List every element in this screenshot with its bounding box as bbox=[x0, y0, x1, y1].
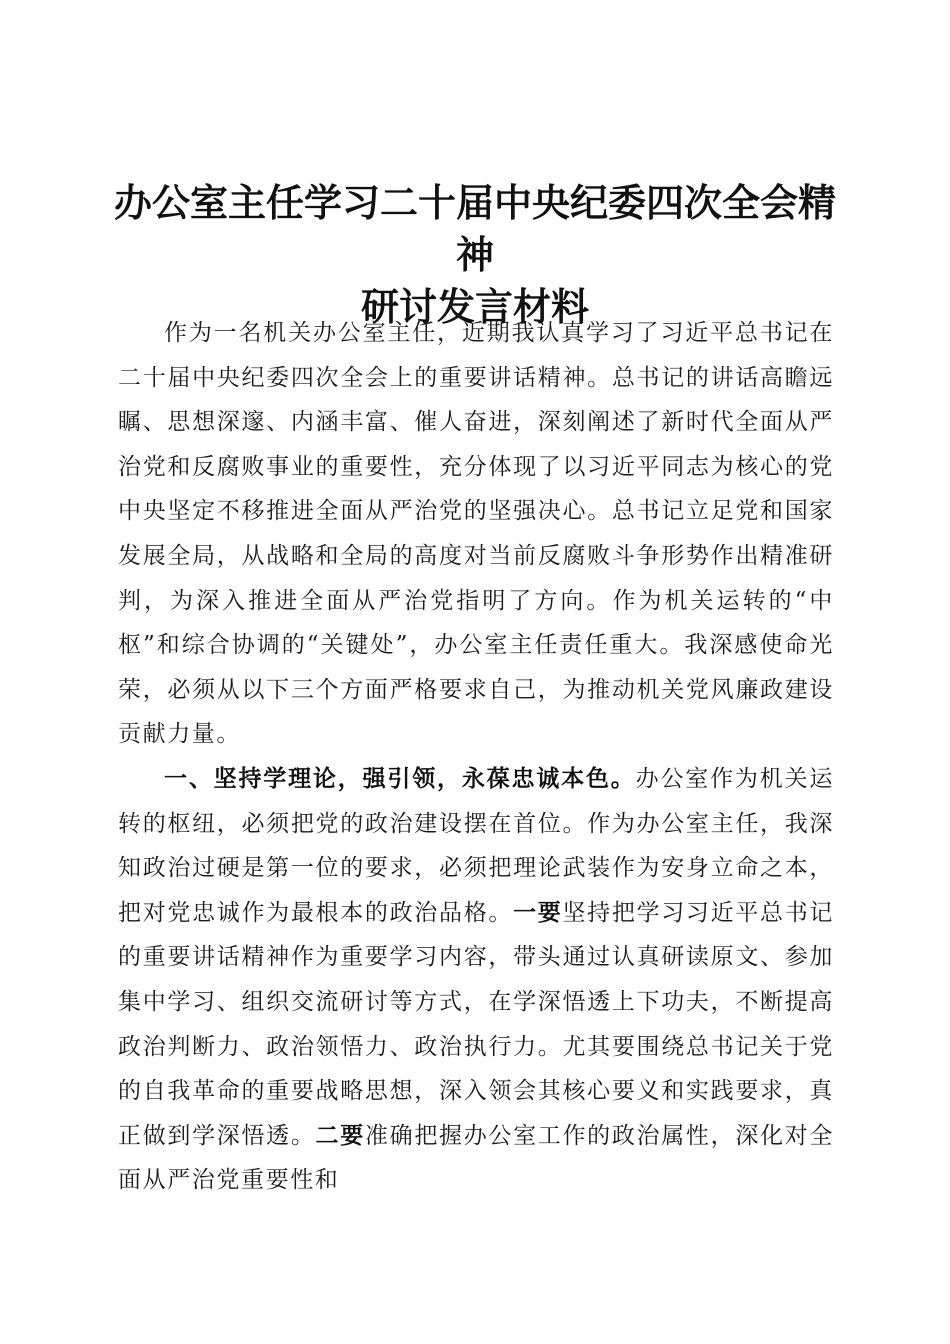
document-body bbox=[118, 311, 834, 1203]
section-1-heading: 一、坚持学理论，强引领，永葆忠诚本色。 bbox=[164, 765, 636, 792]
title-line-1: 办公室主任学习二十届中央纪委四次全会精神 bbox=[113, 181, 836, 277]
section-1-text-a: 办公室作为机关运转的枢纽，必须把党的政治建设摆在首位。作为办公室主任，我深知政治过硬是第一位的要求，必须把理论武装作为安身立命之本，把对党忠诚作为最根本的政治品格。 bbox=[118, 765, 834, 926]
document-title bbox=[100, 177, 850, 333]
section-1-text-b: 坚持把学习习近平总书记的重要讲话精神作为重要学习内容，带头通过认真研读原文、参加集中学习、组织交流研讨等方式，在学深悟透上下功夫，不断提高政治判断力、政治领悟力、政治执行力。尤其要围绕总书记关于党的自我革命的重要战略思想，深入领会其核心要义和实践要求，真正做到学深悟透。 bbox=[118, 899, 834, 1149]
section-1-paragraph bbox=[118, 757, 834, 1203]
point-1-marker: 一要 bbox=[513, 899, 563, 926]
section-1-text-c: 准确把握办公室工作的政治属性，深化对全面从严治党重要性和 bbox=[118, 1122, 834, 1194]
point-2-marker: 二要 bbox=[315, 1122, 365, 1149]
intro-paragraph: 作为一名机关办公室主任，近期我认真学习了习近平总书记在二十届中央纪委四次全会上的重要讲话精神。总书记的讲话高瞻远瞩、思想深邃、内涵丰富、催人奋进，深刻阐述了新时代全面从严治党和反腐败事业的重要性，充分体现了以习近平同志为核心的党中央坚定不移推进全面从严治党的坚强决心。总书记立足党和国家发展全局，从战略和全局的高度对当前反腐败斗争形势作出精准研判，为深入推进全面从严治党指明了方向。作为机关运转的“中枢”和综合协调的“关键处”，办公室主任责任重大。我深感使命光荣，必须从以下三个方面严格要求自己，为推动机关党风廉政建设贡献力量。 bbox=[118, 320, 834, 748]
title-line-2: 研讨发言材料 bbox=[360, 285, 589, 329]
